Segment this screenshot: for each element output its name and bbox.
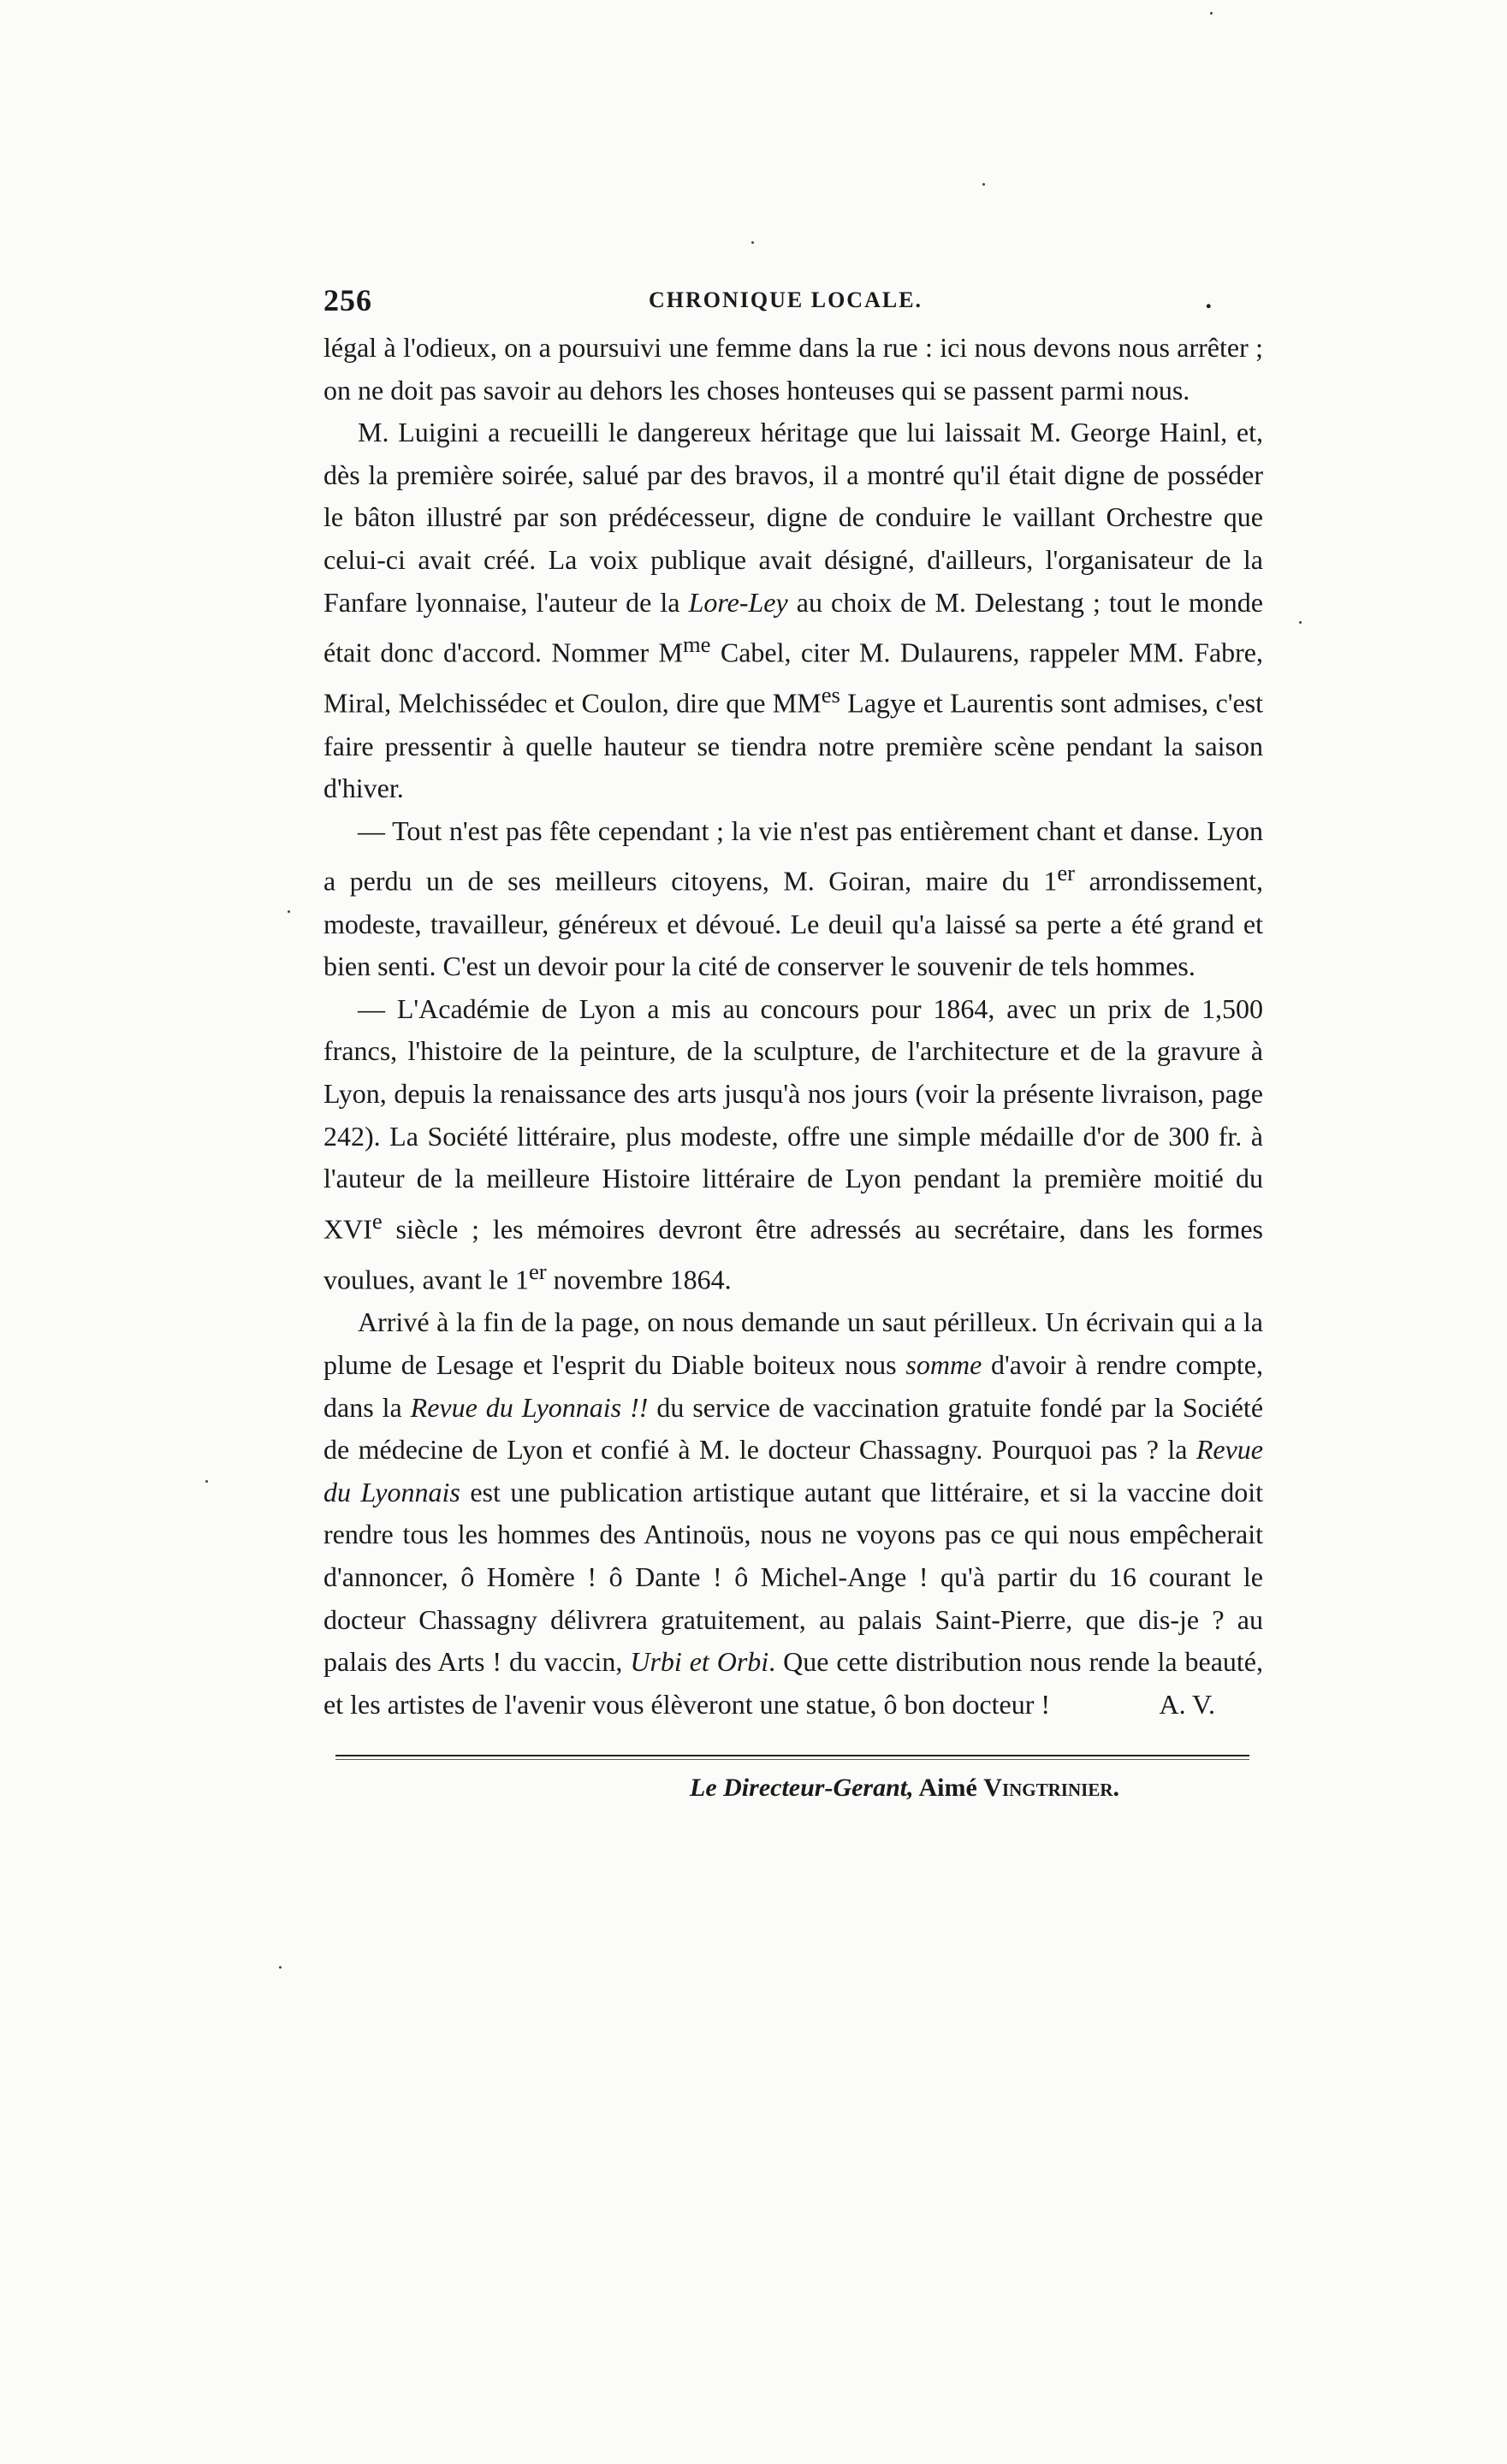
footer-rule: [335, 1755, 1249, 1760]
scan-speck: [279, 1966, 282, 1969]
journal-title: Revue du Lyonnais: [323, 1434, 1263, 1507]
page-header: [323, 274, 1263, 327]
header-mark: .: [1205, 286, 1212, 314]
paragraph-5: Arrivé à la fin de la page, on nous demande un saut périlleux. Un écrivain qui a la plume de Lesage et l'esprit du Diable boiteux nous somme d'avoir à rendre compte, dans la Revue du Lyonnais !! du service de vaccination gratuite fondé par la Société de médecine de Lyon et confié à M. le docteur Chassagny. Pourquoi pas ? la Revue du Lyonnais est une publication artistique autant que littéraire, et si la vaccine doit rendre tous les hommes des Antinoüs, nous ne voyons pas ce qui nous empêcherait d'annoncer, ô Homère ! ô Dante ! ô Michel-Ange ! qu'à partir du 16 courant le docteur Chassagny délivrera gratuitement, au palais Saint-Pierre, que dis-je ? au palais des Arts ! du vaccin, Urbi et Orbi. Que cette distribution nous rende la beauté, et les artistes de l'avenir vous élèveront une statue, ô bon docteur ! A. V.: [323, 1301, 1263, 1726]
page: [323, 274, 1263, 1803]
journal-title: Revue du Lyonnais !!: [410, 1391, 649, 1423]
scan-speck: [1210, 12, 1213, 15]
scan-speck: [982, 183, 985, 186]
scan-speck: [205, 1480, 208, 1483]
paragraph-4: — L'Académie de Lyon a mis au concours pour 1864, avec un prix de 1,500 francs, l'histoire de la peinture, de la sculpture, de l'architecture et de la gravure à Lyon, depuis la renaissance des arts jusqu'à nos jours (voir la présente livraison, page 242). La Société littéraire, plus modeste, offre une simple médaille d'or de 300 fr. à l'auteur de la meilleure Histoire littéraire de Lyon pendant la première moitié du XVIe siècle ; les mémoires devront être adressés au secrétaire, dans les formes voulues, avant le 1er novembre 1864.: [323, 992, 1263, 1295]
paragraph-2: M. Luigini a recueilli le dangereux héritage que lui laissait M. George Hainl, et, dès la première soirée, salué par des bravos, il a montré qu'il était digne de posséder le bâton illustré par son prédécesseur, digne de conduire le vaillant Orchestre que celui-ci avait créé. La voix publique avait désigné, d'ailleurs, l'organisateur de la Fanfare lyonnaise, l'auteur de la Lore-Ley au choix de M. Delestang ; tout le monde était donc d'accord. Nommer $M^{me}$ Cabel, citer M. Dulaurens, rappeler MM. Fabre, Miral, Melchissédec et Coulon, dire que $MM^{es}$ Lagye et Laurentis sont admises, c'est faire pressentir à quelle hauteur se tiendra notre première scène pendant la saison d'hiver.: [323, 417, 1264, 804]
imprint-line: [690, 1774, 1263, 1803]
director-last-name: Vingtrinier.: [983, 1774, 1119, 1803]
paragraph-3: — Tout n'est pas fête cependant ; la vie n'est pas entièrement chant et danse. Lyon a perdu un de ses meilleurs citoyens, M. Goiran, maire du 1er arrondissement, modeste, travailleur, généreux et dévoué. Le deuil qu'a laissé sa perte a été grand et bien senti. C'est un devoir pour la cité de conserver le souvenir de tels hommes.: [323, 814, 1264, 982]
work-title-lore-ley: Lore-Ley: [688, 586, 788, 618]
director-title: Le Directeur-Gerant,: [690, 1774, 914, 1803]
scan-speck: [751, 241, 754, 244]
author-initials: A. V.: [1159, 1688, 1215, 1720]
paragraph-1: légal à l'odieux, on a poursuivi une femme dans la rue : ici nous devons nous arrêter ; on ne doit pas savoir au dehors les choses honteuses qui se passent parmi nous.: [323, 332, 1263, 406]
director-first-name: Aimé: [918, 1774, 977, 1803]
scan-speck: [288, 910, 290, 913]
page-number: 256: [323, 283, 372, 317]
scan-speck: [1299, 621, 1302, 624]
running-head: CHRONIQUE LOCALE.: [649, 287, 923, 312]
body-text: [323, 327, 1263, 1726]
